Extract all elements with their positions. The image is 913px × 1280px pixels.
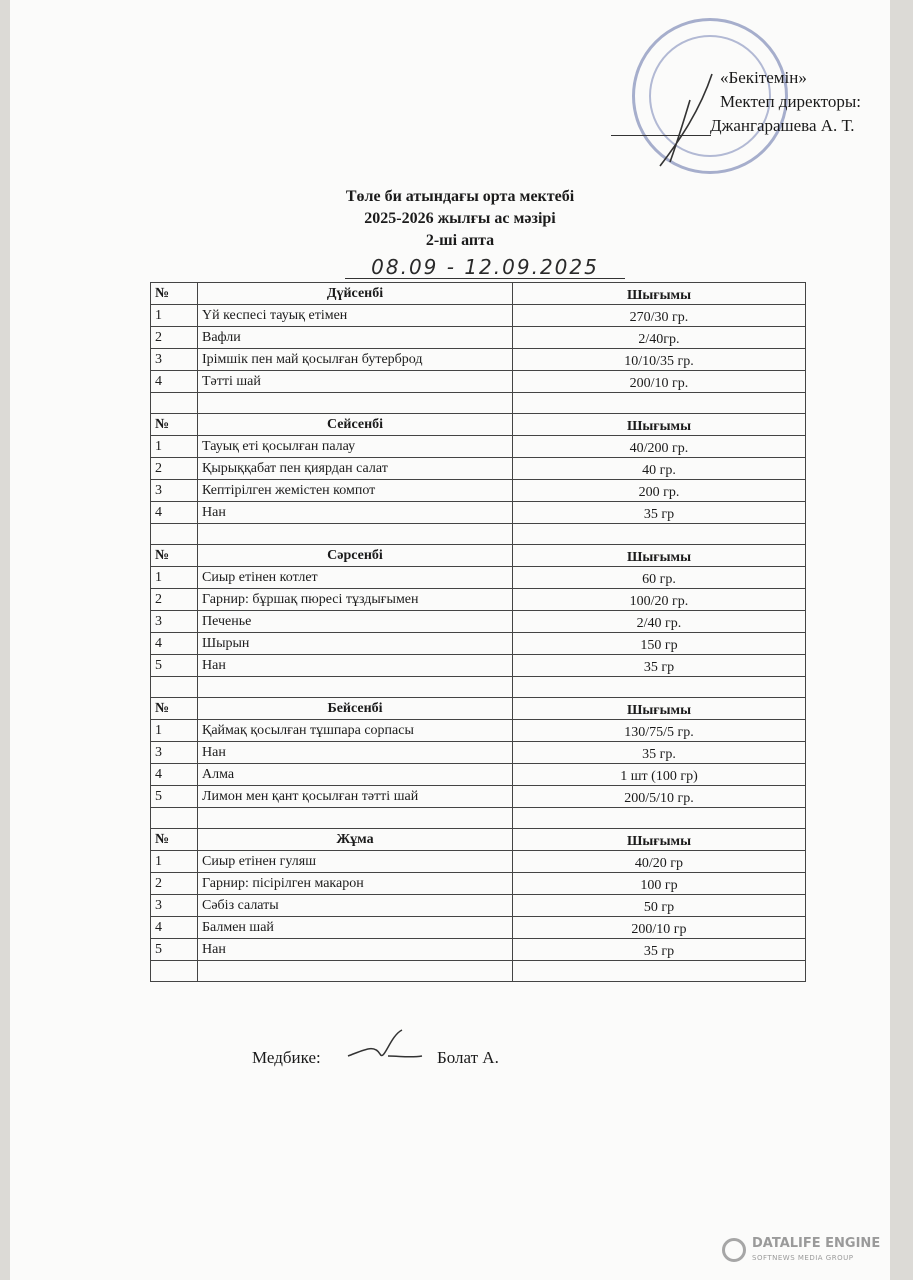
menu-row xyxy=(151,917,806,939)
item-number: 1 xyxy=(151,851,198,873)
item-number: 4 xyxy=(151,764,198,786)
dish-name: Үй кеспесі тауық етімен xyxy=(198,305,513,327)
number-header: № xyxy=(151,283,198,305)
empty-cell xyxy=(198,393,513,414)
item-number: 3 xyxy=(151,895,198,917)
item-number: 4 xyxy=(151,917,198,939)
menu-row xyxy=(151,611,806,633)
menu-row xyxy=(151,567,806,589)
week-label: 2-ші апта xyxy=(425,232,495,249)
separator-row xyxy=(151,808,806,829)
empty-cell xyxy=(151,808,198,829)
yield-header: Шығымы xyxy=(513,283,806,305)
menu-table xyxy=(150,282,806,982)
day-header-row xyxy=(151,414,806,436)
menu-row xyxy=(151,655,806,677)
dish-yield: 100/20 гр. xyxy=(513,589,806,611)
dish-yield: 10/10/35 гр. xyxy=(513,349,806,371)
dish-name: Шырын xyxy=(198,633,513,655)
dish-yield: 50 гр xyxy=(513,895,806,917)
menu-row xyxy=(151,895,806,917)
dish-name: Гарнир: бұршақ пюресі тұздығымен xyxy=(198,589,513,611)
dish-yield: 2/40гр. xyxy=(513,327,806,349)
dish-name: Қаймақ қосылған тұшпара сорпасы xyxy=(198,720,513,742)
dish-name: Ірімшік пен май қосылған бутерброд xyxy=(198,349,513,371)
day-header-row xyxy=(151,698,806,720)
menu-row xyxy=(151,764,806,786)
footer-signature xyxy=(252,1048,552,1068)
item-number: 2 xyxy=(151,458,198,480)
empty-cell xyxy=(151,677,198,698)
item-number: 3 xyxy=(151,742,198,764)
dish-yield: 40/200 гр. xyxy=(513,436,806,458)
dish-name: Нан xyxy=(198,939,513,961)
dish-yield: 270/30 гр. xyxy=(513,305,806,327)
empty-cell xyxy=(513,393,806,414)
dish-yield: 100 гр xyxy=(513,873,806,895)
item-number: 2 xyxy=(151,589,198,611)
dish-name: Нан xyxy=(198,502,513,524)
item-number: 5 xyxy=(151,786,198,808)
dish-name: Нан xyxy=(198,655,513,677)
item-number: 1 xyxy=(151,720,198,742)
item-number: 5 xyxy=(151,939,198,961)
day-header-row xyxy=(151,545,806,567)
number-header: № xyxy=(151,545,198,567)
yield-header: Шығымы xyxy=(513,698,806,720)
day-header-row xyxy=(151,829,806,851)
separator-row xyxy=(151,524,806,545)
dish-name: Печенье xyxy=(198,611,513,633)
menu-row xyxy=(151,873,806,895)
menu-title: 2025-2026 жылғы ас мәзірі xyxy=(364,210,556,227)
dish-yield: 200/10 гр xyxy=(513,917,806,939)
menu-row xyxy=(151,305,806,327)
menu-row xyxy=(151,458,806,480)
separator-row xyxy=(151,961,806,982)
item-number: 4 xyxy=(151,371,198,393)
item-number: 3 xyxy=(151,480,198,502)
menu-row xyxy=(151,480,806,502)
dish-name: Тауық еті қосылған палау xyxy=(198,436,513,458)
dish-yield: 150 гр xyxy=(513,633,806,655)
nurse-label: Медбике: xyxy=(252,1048,321,1067)
empty-cell xyxy=(151,961,198,982)
empty-cell xyxy=(151,524,198,545)
menu-row xyxy=(151,939,806,961)
menu-row xyxy=(151,633,806,655)
item-number: 2 xyxy=(151,873,198,895)
dish-yield: 35 гр xyxy=(513,939,806,961)
dish-name: Қырыққабат пен қиярдан салат xyxy=(198,458,513,480)
menu-row xyxy=(151,349,806,371)
approval-block xyxy=(700,66,900,138)
item-number: 3 xyxy=(151,349,198,371)
menu-row xyxy=(151,742,806,764)
day-header-row xyxy=(151,283,806,305)
empty-cell xyxy=(198,961,513,982)
watermark-brand: DATALIFE ENGINE xyxy=(752,1236,881,1251)
dish-name: Сиыр етінен гуляш xyxy=(198,851,513,873)
dish-name: Сәбіз салаты xyxy=(198,895,513,917)
watermark-sub: SOFTNEWS MEDIA GROUP xyxy=(752,1254,854,1262)
item-number: 5 xyxy=(151,655,198,677)
menu-row xyxy=(151,502,806,524)
day-name: Жұма xyxy=(198,829,513,851)
empty-cell xyxy=(198,677,513,698)
empty-cell xyxy=(513,961,806,982)
yield-header: Шығымы xyxy=(513,829,806,851)
dish-yield: 40/20 гр xyxy=(513,851,806,873)
dish-yield: 2/40 гр. xyxy=(513,611,806,633)
item-number: 1 xyxy=(151,436,198,458)
director-signature xyxy=(650,70,720,170)
dish-name: Лимон мен қант қосылған тәтті шай xyxy=(198,786,513,808)
yield-header: Шығымы xyxy=(513,545,806,567)
dish-name: Нан xyxy=(198,742,513,764)
dish-yield: 40 гр. xyxy=(513,458,806,480)
separator-row xyxy=(151,393,806,414)
menu-row xyxy=(151,436,806,458)
dish-name: Вафли xyxy=(198,327,513,349)
approval-line-1: «Бекітемін» xyxy=(720,68,807,87)
number-header: № xyxy=(151,414,198,436)
menu-row xyxy=(151,327,806,349)
menu-row xyxy=(151,786,806,808)
day-name: Сәрсенбі xyxy=(198,545,513,567)
item-number: 4 xyxy=(151,633,198,655)
menu-row xyxy=(151,720,806,742)
dish-yield: 60 гр. xyxy=(513,567,806,589)
watermark-logo-icon xyxy=(722,1238,746,1262)
handwritten-date: 08.09 - 12.09.2025 xyxy=(345,256,625,279)
dish-yield: 35 гр xyxy=(513,655,806,677)
dish-yield: 130/75/5 гр. xyxy=(513,720,806,742)
dish-name: Кептірілген жемістен компот xyxy=(198,480,513,502)
empty-cell xyxy=(198,808,513,829)
dish-name: Тәтті шай xyxy=(198,371,513,393)
separator-row xyxy=(151,677,806,698)
empty-cell xyxy=(151,393,198,414)
dish-yield: 35 гр xyxy=(513,502,806,524)
empty-cell xyxy=(198,524,513,545)
item-number: 1 xyxy=(151,305,198,327)
item-number: 1 xyxy=(151,567,198,589)
dish-name: Алма xyxy=(198,764,513,786)
day-name: Сейсенбі xyxy=(198,414,513,436)
school-name: Төле би атындағы орта мектебі xyxy=(345,188,575,205)
number-header: № xyxy=(151,829,198,851)
dish-yield: 200/5/10 гр. xyxy=(513,786,806,808)
dish-name: Гарнир: пісірілген макарон xyxy=(198,873,513,895)
approval-line-3: Джангарашева А. Т. xyxy=(710,116,855,135)
nurse-name: Болат А. xyxy=(437,1048,499,1067)
approval-line-2: Мектеп директоры: xyxy=(720,92,861,111)
dish-yield: 200 гр. xyxy=(513,480,806,502)
empty-cell xyxy=(513,524,806,545)
menu-row xyxy=(151,589,806,611)
dish-yield: 35 гр. xyxy=(513,742,806,764)
day-name: Бейсенбі xyxy=(198,698,513,720)
dish-yield: 200/10 гр. xyxy=(513,371,806,393)
item-number: 2 xyxy=(151,327,198,349)
day-name: Дүйсенбі xyxy=(198,283,513,305)
item-number: 3 xyxy=(151,611,198,633)
item-number: 4 xyxy=(151,502,198,524)
document-heading xyxy=(250,186,670,252)
empty-cell xyxy=(513,808,806,829)
menu-row xyxy=(151,851,806,873)
dish-yield: 1 шт (100 гр) xyxy=(513,764,806,786)
yield-header: Шығымы xyxy=(513,414,806,436)
dish-name: Балмен шай xyxy=(198,917,513,939)
dish-name: Сиыр етінен котлет xyxy=(198,567,513,589)
nurse-signature xyxy=(344,1026,424,1070)
number-header: № xyxy=(151,698,198,720)
empty-cell xyxy=(513,677,806,698)
menu-row xyxy=(151,371,806,393)
